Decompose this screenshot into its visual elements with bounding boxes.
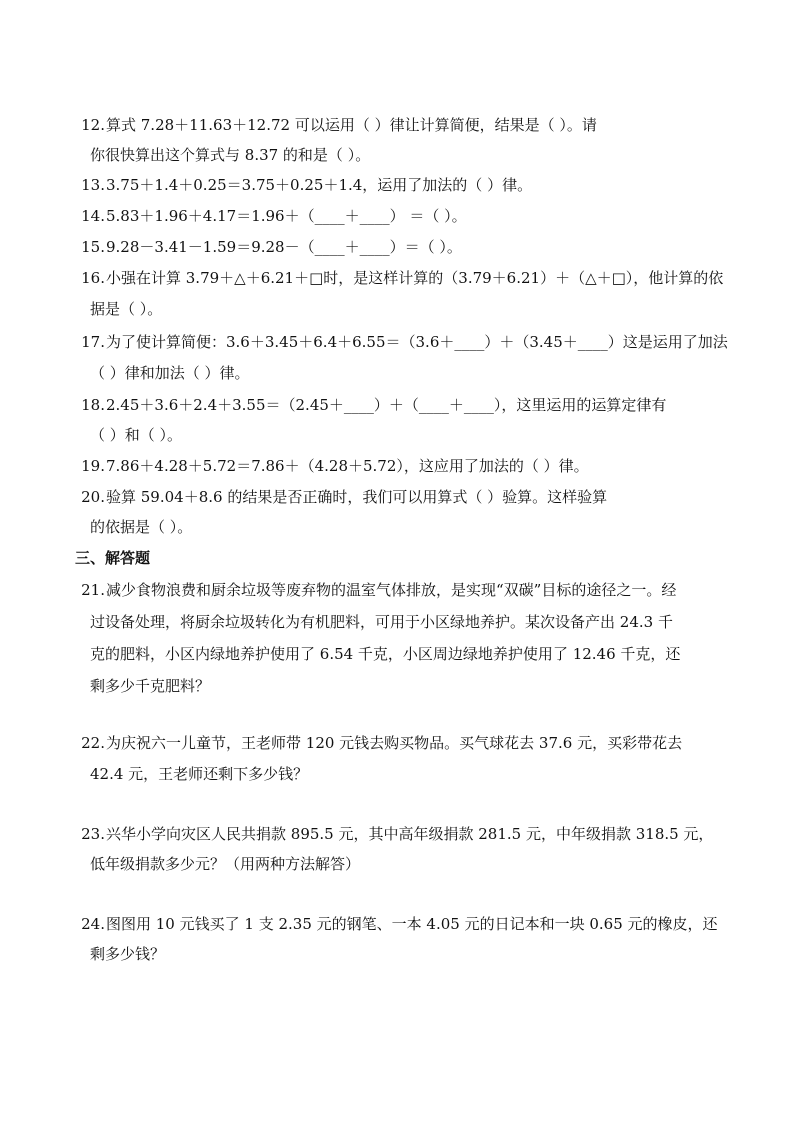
question-text: 算式 7.28＋11.63＋12.72 可以运用（ ）律让计算简便，结果是（ ）。请: [106, 116, 597, 134]
problem-number: 22.: [81, 734, 105, 752]
question-number: 15.: [81, 238, 105, 256]
question-text: 小强在计算 3.79＋△＋6.21＋□时，是这样计算的（3.79＋6.21）＋（△＋□），他计算的依: [106, 269, 724, 287]
question-text: 为了使计算简便：3.6＋3.45＋6.4＋6.55＝（3.6＋____）＋（3.45＋____）这是运用了加法: [106, 333, 728, 351]
problem-text: 低年级捐款多少元？（用两种方法解答）: [90, 855, 361, 873]
question-number: 18.: [81, 396, 105, 414]
problem-text: 图图用 10 元钱买了 1 支 2.35 元的钢笔、一本 4.05 元的日记本和一块 0.65 元的橡皮，还: [106, 915, 718, 933]
question-number: 12.: [81, 116, 105, 134]
problem-text: 减少食物浪费和厨余垃圾等废弃物的温室气体排放，是实现“双碳”目标的途径之一。经: [106, 581, 677, 599]
question-text: 的依据是（ ）。: [90, 518, 193, 536]
problem-number: 21.: [81, 581, 105, 599]
question-text: 9.28－3.41－1.59＝9.28－（____＋____）＝（ ）。: [106, 238, 462, 256]
question-text: 7.86＋4.28＋5.72＝7.86＋（4.28＋5.72），这应用了加法的（ ）律。: [106, 457, 589, 475]
question-text: 5.83＋1.96＋4.17＝1.96＋（____＋____） ＝（ ）。: [106, 207, 467, 225]
problem-text: 剩多少千克肥料？: [90, 677, 211, 695]
question-text: 据是（ ）。: [90, 300, 163, 318]
question-text: （ ）和（ ）。: [90, 426, 183, 444]
question-number: 16.: [81, 269, 105, 287]
question-text: 验算 59.04＋8.6 的结果是否正确时，我们可以用算式（ ）验算。这样验算: [106, 488, 608, 506]
problem-text: 剩多少钱？: [90, 945, 166, 963]
problem-text: 兴华小学向灾区人民共捐款 895.5 元，其中高年级捐款 281.5 元，中年级捐款 318.5 元，: [106, 825, 714, 843]
problem-text: 过设备处理，将厨余垃圾转化为有机肥料，可用于小区绿地养护。某次设备产出 24.3 千: [90, 613, 673, 631]
question-text: 2.45＋3.6＋2.4＋3.55＝（2.45＋____）＋（____＋____），这里运用的运算定律有: [106, 396, 667, 414]
question-text: （ ）律和加法（ ）律。: [90, 364, 250, 382]
problem-text: 为庆祝六一儿童节，王老师带 120 元钱去购买物品。买气球花去 37.6 元，买彩带花去: [106, 734, 683, 752]
question-text: 你很快算出这个算式与 8.37 的和是（ ）。: [90, 146, 371, 164]
problem-number: 24.: [81, 915, 105, 933]
question-number: 19.: [81, 457, 105, 475]
question-number: 20.: [81, 488, 105, 506]
question-text: 3.75＋1.4＋0.25＝3.75＋0.25＋1.4，运用了加法的（ ）律。: [106, 176, 533, 194]
problem-text: 克的肥料，小区内绿地养护使用了 6.54 千克，小区周边绿地养护使用了 12.46 千克，还: [90, 645, 681, 663]
problem-number: 23.: [81, 825, 105, 843]
question-number: 13.: [81, 176, 105, 194]
question-number: 14.: [81, 207, 105, 225]
section-title: 三、解答题: [75, 549, 151, 567]
problem-text: 42.4 元，王老师还剩下多少钱？: [90, 765, 309, 783]
question-number: 17.: [81, 333, 105, 351]
